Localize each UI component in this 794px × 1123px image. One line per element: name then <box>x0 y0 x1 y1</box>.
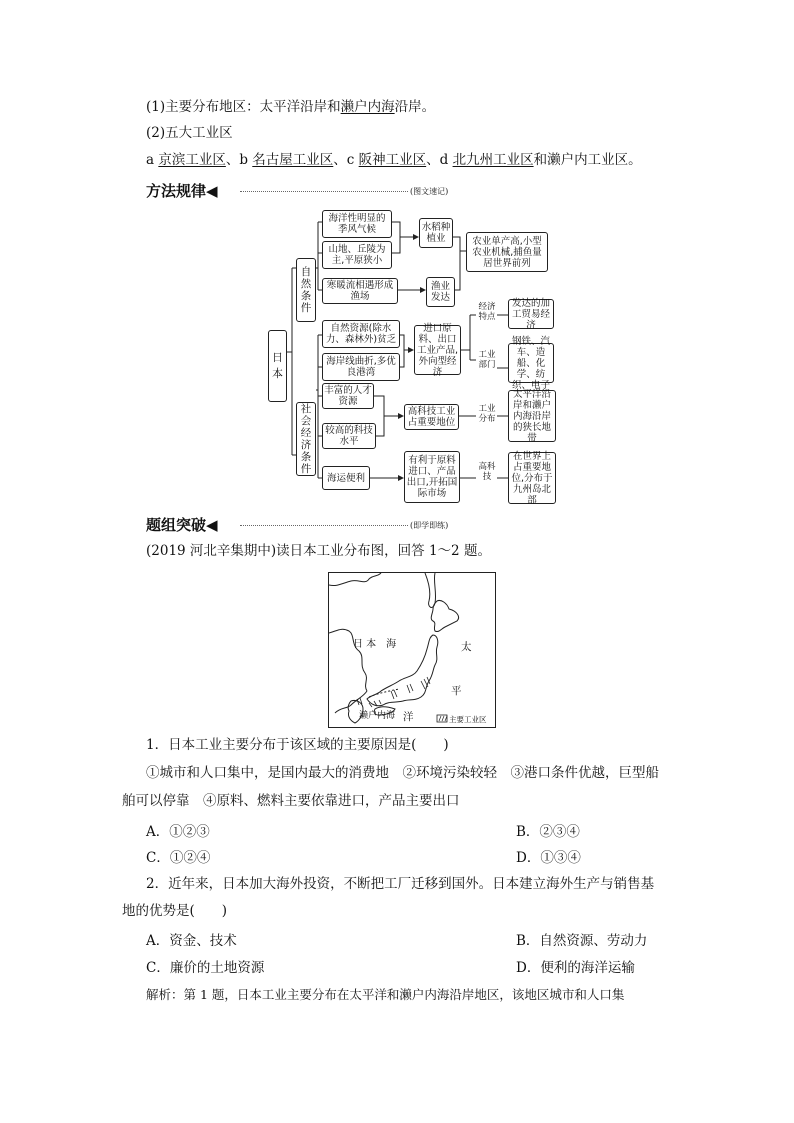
hokkaido-outline <box>431 600 458 631</box>
q1-option-c[interactable]: C．①②④ <box>146 850 211 866</box>
diagram-box-agriculture: 农业单产高,小型农业机械,捕鱼量居世界前列 <box>466 232 548 272</box>
q2-stem: 2．近年来，日本加大海外投资，不断把工厂迁移到国外。日本建立海外生产与销售基 <box>146 876 655 892</box>
map-label-tai: 太 <box>461 641 472 653</box>
keihin-region: 京滨工业区 <box>158 152 226 168</box>
map-legend-icon <box>437 715 447 722</box>
mainland-coast <box>329 573 381 586</box>
nagoya-region: 名古屋工业区 <box>252 152 334 168</box>
q2-stem-line2: 地的优势是( ) <box>122 903 228 919</box>
q2-option-d[interactable]: D．便利的海洋运输 <box>516 960 635 976</box>
q2-option-c[interactable]: C．廉价的土地资源 <box>146 960 265 976</box>
industrial-nagoya <box>407 684 413 693</box>
hanshin-region: 阪神工业区 <box>358 152 427 168</box>
sakhalin-outline <box>425 573 436 607</box>
diagram-box-processing-trade: 发达的加工贸易经济 <box>508 299 554 329</box>
kitakyushu-region: 北九州工业区 <box>452 152 534 168</box>
diagram-box-coastline: 海岸线曲折,多优良港湾 <box>322 353 400 381</box>
diagram-box-hightech: 高科技工业占重要地位 <box>404 404 459 430</box>
diagram-label-hightech: 高科技 <box>478 462 496 482</box>
map-label-ping: 平 <box>451 685 462 697</box>
q1-statements-line1: ①城市和人口集中，是国内最大的消费地 ②环境污染较轻 ③港口条件优越，巨型船 <box>146 765 659 781</box>
q1-option-a[interactable]: A．①②③ <box>146 824 210 840</box>
intro-line-1: (1)主要分布地区：太平洋沿岸和濑户内海沿岸。 <box>146 99 436 115</box>
map-label-sea-of-japan: 日 本 海 <box>353 639 397 650</box>
q1-option-d[interactable]: D．①③④ <box>516 850 581 866</box>
diagram-natural-conditions: 自然条件 <box>296 258 316 322</box>
diagram-box-fishery: 渔业发达 <box>426 277 455 307</box>
diagram-box-fishery-ground: 寒暖流相遇形成渔场 <box>322 278 398 304</box>
diagram-box-mountains: 山地、丘陵为主,平原狭小 <box>322 241 392 269</box>
diagram-box-talent: 丰富的人才资源 <box>322 383 374 409</box>
map-legend-label: 主要工业区 <box>449 715 487 724</box>
q1-option-b[interactable]: B．②③④ <box>516 824 580 840</box>
diagram-box-trade-advantage: 有利于原料进口、产品出口,开拓国际市场 <box>404 451 460 503</box>
diagram-box-industry-distribution: 太平洋沿岸和濑户内海沿岸的狭长地带 <box>508 390 556 442</box>
q1-stem: 1．日本工业主要分布于该区域的主要原因是( ) <box>146 737 449 753</box>
diagram-root-japan: 日本 <box>268 330 287 402</box>
section-method-title: 方法规律◀ <box>146 182 218 200</box>
map-label-yang: 洋 <box>403 711 414 723</box>
diagram-connectors <box>0 0 794 520</box>
japan-industry-map <box>328 572 496 728</box>
section-practice-note: (即学即练) <box>410 521 449 530</box>
q2-option-a[interactable]: A．资金、技术 <box>146 933 237 949</box>
diagram-box-monsoon-climate: 海洋性明显的季风气候 <box>322 210 392 238</box>
q1-statements-line2: 舶可以停靠 ④原料、燃料主要依靠进口，产品主要出口 <box>122 793 460 809</box>
section-practice-title: 题组突破◀ <box>146 516 218 534</box>
diagram-box-hightech-status: 在世界上占重要地位,分布于九州岛北部 <box>508 452 556 504</box>
diagram-box-shipping: 海运便利 <box>322 466 370 490</box>
diagram-label-economy: 经济特点 <box>478 302 496 322</box>
diagram-box-industry-sectors: 钢铁、汽车、造船、化学、纺织、电子 <box>508 343 554 383</box>
diagram-box-resource-poor: 自然资源(除水力、森林外)贫乏 <box>322 320 400 348</box>
inland-sea-underlined: 濑户内海 <box>340 99 395 115</box>
industrial-hanshin <box>391 690 397 699</box>
intro-line-2: (2)五大工业区 <box>146 125 233 141</box>
diagram-box-technology: 较高的科技水平 <box>322 423 376 449</box>
map-label-inland-sea: 濑户内海 <box>359 711 396 721</box>
diagram-label-sectors: 工业部门 <box>478 350 496 370</box>
diagram-social-conditions: 社会经济条件 <box>296 402 316 476</box>
diagram-box-rice: 水稻种植业 <box>419 218 453 248</box>
section-method-note: (图文速记) <box>410 187 449 196</box>
dotted-divider-2 <box>240 525 408 526</box>
analysis-text: 解析：第 1 题，日本工业主要分布在太平洋和濑户内海沿岸地区，该地区城市和人口集 <box>146 987 625 1002</box>
q2-option-b[interactable]: B．自然资源、劳动力 <box>516 933 648 949</box>
diagram-box-export-economy: 进口原料、出口工业产品,外向型经济 <box>414 325 461 375</box>
industrial-keihin <box>421 677 430 689</box>
question-intro: (2019 河北辛集期中)读日本工业分布图，回答 1～2 题。 <box>146 543 491 559</box>
diagram-label-distribution: 工业分布 <box>478 404 496 424</box>
intro-line-3: a 京滨工业区、b 名古屋工业区、c 阪神工业区、d 北九州工业区和濑户内工业区。 <box>146 152 642 168</box>
